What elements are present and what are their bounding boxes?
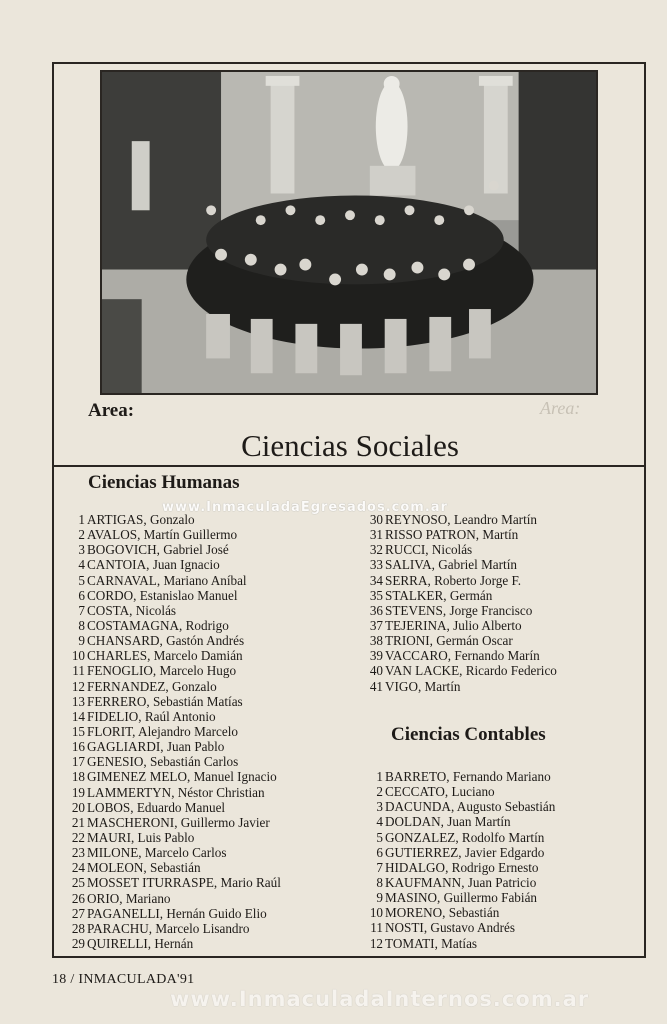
- list-item-number: 9: [78, 633, 85, 649]
- list-item-number: 3: [78, 542, 85, 558]
- watermark-top: www.InmaculadaEgresados.com.ar: [162, 500, 448, 515]
- list-item-number: 12: [71, 678, 85, 694]
- list-item-name: HIDALGO, Rodrigo Ernesto: [385, 859, 539, 875]
- list-item-name: REYNOSO, Leandro Martín: [385, 512, 537, 527]
- list-item: [64, 573, 281, 588]
- list-item: [64, 603, 281, 618]
- list-item-name: FIDELIO, Raúl Antonio: [87, 708, 216, 724]
- list-item-name: STALKER, Germán: [385, 587, 493, 603]
- list-item-number: 18: [71, 769, 85, 785]
- list-item: [64, 542, 281, 557]
- list-item-name: MILONE, Marcelo Carlos: [87, 845, 227, 861]
- list-item: [362, 527, 557, 542]
- list-item: [64, 694, 281, 709]
- list-item: [64, 815, 281, 830]
- list-item-name: CHANSARD, Gastón Andrés: [87, 633, 245, 649]
- section-divider: [52, 465, 646, 467]
- list-item: [64, 527, 281, 542]
- list-item-name: MAURI, Luis Pablo: [87, 829, 195, 845]
- list-item-name: COSTA, Nicolás: [87, 602, 177, 618]
- list-item-number: 6: [376, 844, 383, 860]
- heading-ciencias-humanas: Ciencias Humanas: [88, 472, 240, 493]
- list-item-number: 31: [369, 527, 383, 543]
- list-item-number: 1: [376, 769, 383, 784]
- list-item-name: GIMENEZ MELO, Manuel Ignacio: [87, 769, 277, 785]
- list-item-number: 19: [71, 784, 85, 800]
- list-item: [64, 860, 281, 875]
- list-item-name: TOMATI, Matías: [385, 935, 478, 951]
- list-item-name: FLORIT, Alejandro Marcelo: [87, 723, 239, 739]
- humanas-list-col-1: [64, 512, 281, 951]
- list-item-name: GONZALEZ, Rodolfo Martín: [385, 829, 545, 845]
- list-item-name: CORDO, Estanislao Manuel: [87, 587, 238, 603]
- list-item: [362, 512, 557, 527]
- list-item-number: 25: [71, 875, 85, 891]
- list-item: [64, 679, 281, 694]
- heading-ciencias-contables: Ciencias Contables: [391, 724, 546, 745]
- list-item-name: BARRETO, Fernando Mariano: [385, 769, 551, 784]
- list-item: [362, 679, 557, 694]
- list-item: [64, 830, 281, 845]
- list-item: [362, 799, 555, 814]
- list-item-name: CARNAVAL, Mariano Aníbal: [87, 572, 247, 588]
- list-item: [362, 890, 555, 905]
- list-item: [362, 845, 555, 860]
- list-item-number: 9: [376, 890, 383, 906]
- list-item-number: 34: [369, 572, 383, 588]
- list-item-number: 24: [71, 860, 85, 876]
- list-item-name: MOSSET ITURRASPE, Mario Raúl: [87, 875, 281, 891]
- list-item-number: 36: [369, 602, 383, 618]
- list-item-name: GAGLIARDI, Juan Pablo: [87, 739, 225, 755]
- list-item: [362, 618, 557, 633]
- list-item-number: 12: [369, 935, 383, 951]
- list-item: [64, 936, 281, 951]
- list-item-name: FERNANDEZ, Gonzalo: [87, 678, 217, 694]
- list-item-number: 23: [71, 845, 85, 861]
- list-item-number: 15: [71, 723, 85, 739]
- list-item-number: 6: [78, 587, 85, 603]
- list-item-name: MORENO, Sebastián: [385, 905, 500, 921]
- list-item: [362, 663, 557, 678]
- list-item-number: 3: [376, 799, 383, 815]
- list-item: [362, 920, 555, 935]
- list-item: [64, 800, 281, 815]
- list-item-number: 26: [71, 890, 85, 906]
- list-item-name: LOBOS, Eduardo Manuel: [87, 799, 226, 815]
- list-item-number: 7: [78, 602, 85, 618]
- list-item: [64, 891, 281, 906]
- list-item-number: 41: [369, 678, 383, 694]
- list-item-name: MASCHERONI, Guillermo Javier: [87, 814, 270, 830]
- list-item-name: MOLEON, Sebastián: [87, 860, 201, 876]
- list-item-name: QUIRELLI, Hernán: [87, 935, 194, 951]
- list-item-name: PAGANELLI, Hernán Guido Elio: [87, 905, 267, 921]
- list-item: [362, 814, 555, 829]
- list-item-number: 8: [376, 874, 383, 890]
- list-item-number: 33: [369, 557, 383, 573]
- list-item: [362, 905, 555, 920]
- list-item-number: 2: [78, 527, 85, 543]
- list-item-name: SALIVA, Gabriel Martín: [385, 557, 517, 573]
- list-item-number: 39: [369, 648, 383, 664]
- list-item-name: CANTOIA, Juan Ignacio: [87, 557, 220, 573]
- list-item-number: 13: [71, 693, 85, 709]
- list-item: [362, 784, 555, 799]
- page-title: Ciencias Sociales: [241, 428, 459, 463]
- area-label: Area:: [88, 400, 135, 421]
- list-item-name: BOGOVICH, Gabriel José: [87, 542, 229, 558]
- list-item: [64, 769, 281, 784]
- list-item: [362, 633, 557, 648]
- list-item: [362, 648, 557, 663]
- list-item-number: 4: [78, 557, 85, 573]
- list-item: [362, 557, 557, 572]
- list-item: [362, 603, 557, 618]
- list-item: [362, 542, 557, 557]
- list-item-number: 5: [78, 572, 85, 588]
- list-item-name: ORIO, Mariano: [87, 890, 171, 906]
- watermark-bottom: www.InmaculadaInternos.com.ar: [170, 987, 590, 1011]
- list-item-number: 2: [376, 784, 383, 800]
- list-item-number: 32: [369, 542, 383, 558]
- list-item-number: 5: [376, 829, 383, 845]
- list-item: [362, 936, 555, 951]
- list-item-name: RUCCI, Nicolás: [385, 542, 473, 558]
- list-item: [64, 648, 281, 663]
- list-item-name: MASINO, Guillermo Fabián: [385, 890, 538, 906]
- bleed-through-text: Area:: [540, 398, 581, 418]
- list-item-name: PARACHU, Marcelo Lisandro: [87, 920, 250, 936]
- list-item: [362, 875, 555, 890]
- list-item: [64, 921, 281, 936]
- contables-list: [362, 769, 555, 951]
- list-item: [64, 618, 281, 633]
- list-item-number: 40: [369, 663, 383, 679]
- list-item-number: 27: [71, 905, 85, 921]
- list-item-name: VIGO, Martín: [385, 678, 461, 694]
- list-item-number: 38: [369, 633, 383, 649]
- list-item-name: TEJERINA, Julio Alberto: [385, 617, 522, 633]
- list-item-number: 28: [71, 920, 85, 936]
- list-item-number: 29: [71, 935, 85, 951]
- list-item-number: 16: [71, 739, 85, 755]
- list-item-number: 20: [71, 799, 85, 815]
- list-item-name: FENOGLIO, Marcelo Hugo: [87, 663, 237, 679]
- list-item: [64, 754, 281, 769]
- list-item-number: 8: [78, 617, 85, 633]
- list-item-name: AVALOS, Martín Guillermo: [87, 527, 238, 543]
- list-item-number: 10: [369, 905, 383, 921]
- list-item-name: SERRA, Roberto Jorge F.: [385, 572, 522, 588]
- list-item-number: 30: [369, 512, 383, 527]
- list-item-number: 7: [376, 859, 383, 875]
- list-item: [64, 633, 281, 648]
- list-item: [64, 709, 281, 724]
- list-item-name: GUTIERREZ, Javier Edgardo: [385, 844, 545, 860]
- list-item-name: NOSTI, Gustavo Andrés: [385, 920, 516, 936]
- list-item-number: 4: [376, 814, 383, 830]
- list-item-name: VAN LACKE, Ricardo Federico: [385, 663, 557, 679]
- list-item-number: 17: [71, 754, 85, 770]
- list-item: [64, 663, 281, 678]
- list-item-number: 11: [370, 920, 383, 936]
- list-item: [64, 845, 281, 860]
- list-item-name: TRIONI, Germán Oscar: [385, 633, 513, 649]
- list-item-name: LAMMERTYN, Néstor Christian: [87, 784, 265, 800]
- list-item-name: COSTAMAGNA, Rodrigo: [87, 617, 229, 633]
- list-item-name: CHARLES, Marcelo Damián: [87, 648, 243, 664]
- list-item: [64, 512, 281, 527]
- list-item: [64, 785, 281, 800]
- list-item: [64, 588, 281, 603]
- list-item-number: 37: [369, 617, 383, 633]
- list-item-name: VACCARO, Fernando Marín: [385, 648, 540, 664]
- list-item: [64, 739, 281, 754]
- list-item-name: STEVENS, Jorge Francisco: [385, 602, 533, 618]
- list-item-name: FERRERO, Sebastián Matías: [87, 693, 243, 709]
- list-item-number: 14: [71, 708, 85, 724]
- list-item-number: 35: [369, 587, 383, 603]
- list-item: [362, 588, 557, 603]
- page-footer: 18 / INMACULADA'91: [52, 972, 195, 987]
- list-item-name: CECCATO, Luciano: [385, 784, 495, 800]
- list-item: [64, 906, 281, 921]
- list-item-number: 10: [71, 648, 85, 664]
- list-item: [362, 860, 555, 875]
- list-item-name: KAUFMANN, Juan Patricio: [385, 874, 537, 890]
- list-item: [362, 769, 555, 784]
- list-item: [64, 875, 281, 890]
- list-item: [362, 830, 555, 845]
- list-item-name: ARTIGAS, Gonzalo: [87, 512, 195, 527]
- list-item: [64, 557, 281, 572]
- list-item-name: DOLDAN, Juan Martín: [385, 814, 511, 830]
- list-item-number: 11: [72, 663, 85, 679]
- list-item: [64, 724, 281, 739]
- list-item-name: DACUNDA, Augusto Sebastián: [385, 799, 556, 815]
- group-photo: [100, 70, 598, 395]
- list-item-number: 1: [78, 512, 85, 527]
- list-item-number: 21: [71, 814, 85, 830]
- list-item-name: RISSO PATRON, Martín: [385, 527, 519, 543]
- list-item-name: GENESIO, Sebastián Carlos: [87, 754, 239, 770]
- humanas-list-col-2: [362, 512, 557, 694]
- list-item: [362, 573, 557, 588]
- list-item-number: 22: [71, 829, 85, 845]
- group-photo-illustration: [102, 72, 596, 393]
